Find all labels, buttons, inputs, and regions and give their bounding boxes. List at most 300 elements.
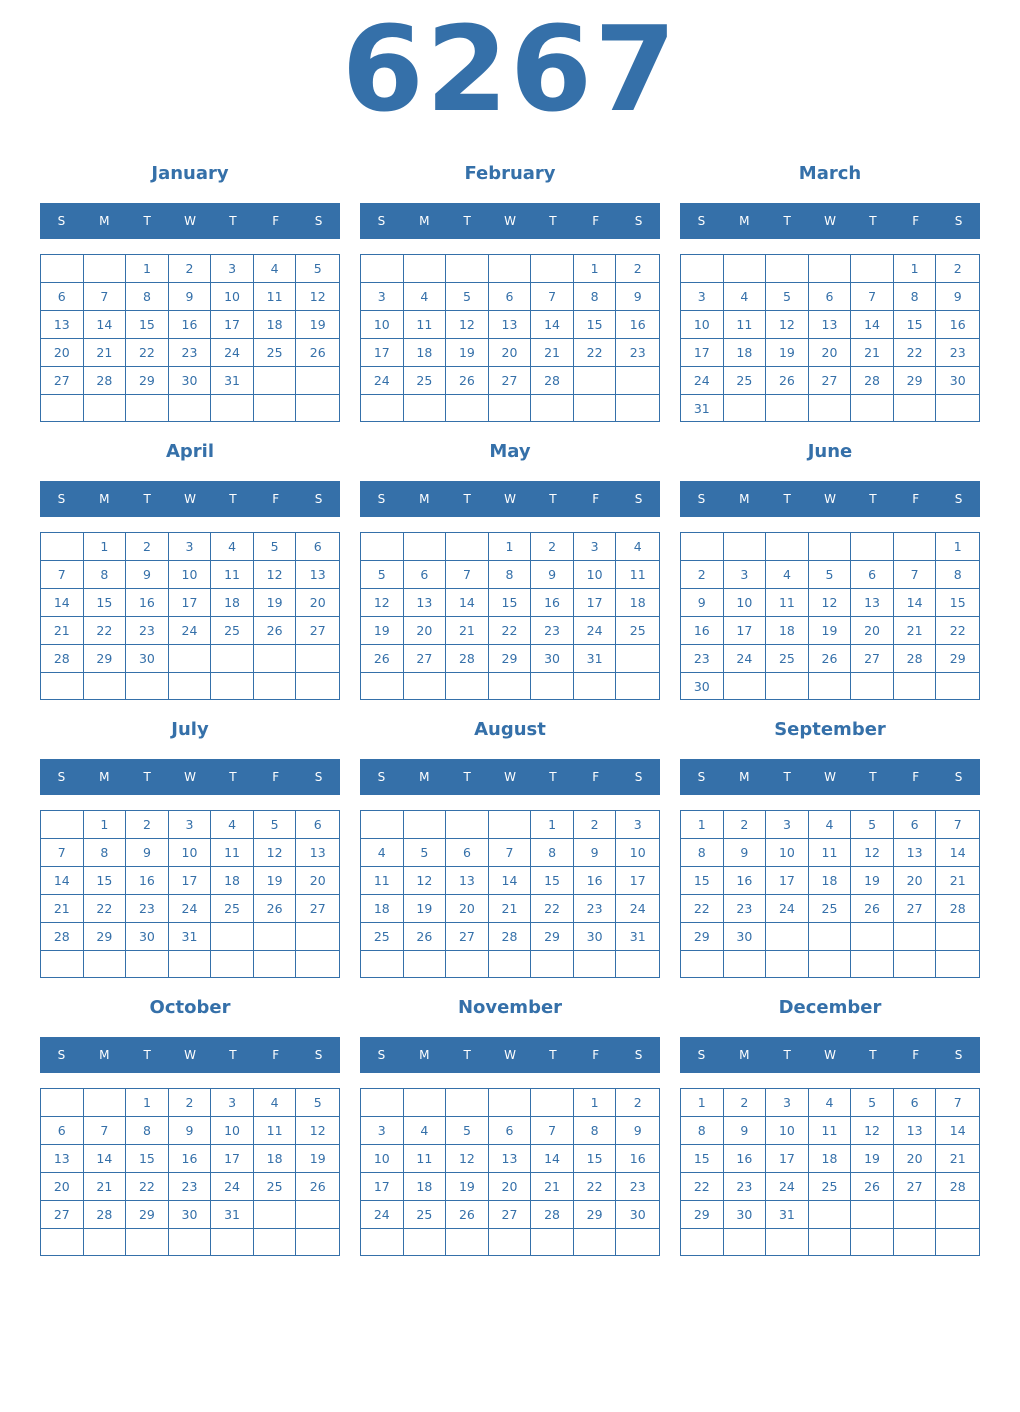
day-cell: 16 [126, 589, 169, 617]
empty-cell [809, 395, 852, 422]
day-cell: 13 [851, 589, 894, 617]
empty-cell [361, 811, 404, 839]
day-cell: 27 [41, 1201, 84, 1229]
day-cell: 9 [724, 1117, 767, 1145]
empty-cell [936, 395, 979, 422]
day-cell: 19 [296, 311, 339, 339]
day-cell: 28 [531, 1201, 574, 1229]
day-cell: 13 [296, 839, 339, 867]
empty-cell [809, 1201, 852, 1229]
empty-cell [126, 951, 169, 977]
day-cell: 4 [254, 255, 297, 283]
day-cell: 24 [169, 895, 212, 923]
day-cell: 8 [126, 283, 169, 311]
weekday-label: W [824, 1048, 836, 1062]
day-cell: 23 [574, 895, 617, 923]
day-cell: 3 [681, 283, 724, 311]
weekday-header [40, 481, 340, 517]
month-name: December [778, 997, 882, 1018]
weekday-label: S [954, 1048, 963, 1062]
day-cell: 24 [766, 895, 809, 923]
month-name: July [171, 719, 209, 740]
day-cell: 19 [851, 867, 894, 895]
day-cell: 12 [296, 283, 339, 311]
day-cell: 8 [531, 839, 574, 867]
weekday-label: S [634, 1048, 643, 1062]
weekday-label: F [592, 492, 600, 506]
day-cell: 19 [296, 1145, 339, 1173]
day-cell: 31 [211, 1201, 254, 1229]
day-cell: 14 [531, 311, 574, 339]
weekday-label: F [592, 214, 600, 228]
weekday-label: S [314, 214, 323, 228]
weekday-label: S [377, 492, 386, 506]
day-cell: 6 [404, 561, 447, 589]
empty-cell [361, 1089, 404, 1117]
day-cell: 9 [574, 839, 617, 867]
day-cell: 28 [531, 367, 574, 395]
day-cell: 21 [84, 1173, 127, 1201]
day-cell: 30 [169, 367, 212, 395]
day-cell: 22 [574, 339, 617, 367]
day-cell: 16 [169, 311, 212, 339]
day-cell: 12 [851, 1117, 894, 1145]
day-cell: 17 [766, 867, 809, 895]
day-cell: 22 [681, 895, 724, 923]
day-cell: 26 [254, 617, 297, 645]
empty-cell [894, 951, 937, 977]
empty-cell [936, 1229, 979, 1255]
weekday-label: M [419, 770, 430, 784]
empty-cell [446, 533, 489, 561]
weekday-header [360, 203, 660, 239]
weekday-label: F [592, 770, 600, 784]
day-cell: 1 [574, 255, 617, 283]
day-grid [40, 1088, 340, 1256]
empty-cell [126, 673, 169, 699]
day-grid [40, 810, 340, 978]
day-grid [360, 254, 660, 422]
weekday-label: S [697, 492, 706, 506]
weekday-label: T [463, 492, 471, 506]
day-cell: 12 [851, 839, 894, 867]
day-cell: 29 [681, 923, 724, 951]
day-cell: 1 [681, 811, 724, 839]
empty-cell [361, 1229, 404, 1255]
weekday-header [360, 759, 660, 795]
empty-cell [616, 645, 659, 673]
day-cell: 27 [894, 1173, 937, 1201]
empty-cell [254, 1201, 297, 1229]
empty-cell [489, 255, 532, 283]
empty-cell [574, 367, 617, 395]
day-cell: 5 [254, 811, 297, 839]
empty-cell [851, 923, 894, 951]
empty-cell [724, 1229, 767, 1255]
day-cell: 5 [296, 255, 339, 283]
empty-cell [724, 673, 767, 700]
empty-cell [41, 811, 84, 839]
day-cell: 6 [489, 1117, 532, 1145]
day-cell: 7 [41, 839, 84, 867]
weekday-label: S [377, 214, 386, 228]
empty-cell [254, 645, 297, 673]
day-cell: 19 [851, 1145, 894, 1173]
day-cell: 5 [446, 283, 489, 311]
weekday-label: M [419, 492, 430, 506]
day-cell: 24 [361, 1201, 404, 1229]
day-grid [360, 532, 660, 700]
day-cell: 16 [126, 867, 169, 895]
empty-cell [296, 923, 339, 951]
day-cell: 25 [724, 367, 767, 395]
day-cell: 24 [766, 1173, 809, 1201]
weekday-label: T [463, 1048, 471, 1062]
day-cell: 10 [211, 283, 254, 311]
month-name: March [798, 163, 862, 184]
weekday-label: S [954, 770, 963, 784]
day-cell: 26 [851, 1173, 894, 1201]
day-cell: 24 [616, 895, 659, 923]
day-cell: 18 [724, 339, 767, 367]
day-cell: 26 [446, 1201, 489, 1229]
day-cell: 8 [574, 1117, 617, 1145]
weekday-label: T [549, 492, 557, 506]
day-cell: 8 [574, 283, 617, 311]
empty-cell [531, 1089, 574, 1117]
day-cell: 26 [296, 1173, 339, 1201]
empty-cell [211, 645, 254, 673]
day-cell: 3 [211, 1089, 254, 1117]
empty-cell [489, 811, 532, 839]
day-cell: 22 [126, 339, 169, 367]
day-cell: 22 [84, 617, 127, 645]
empty-cell [404, 1229, 447, 1255]
day-cell: 7 [84, 283, 127, 311]
month-name: February [464, 163, 556, 184]
weekday-label: W [824, 492, 836, 506]
day-cell: 24 [574, 617, 617, 645]
day-cell: 13 [809, 311, 852, 339]
day-cell: 11 [724, 311, 767, 339]
day-cell: 16 [936, 311, 979, 339]
weekday-label: F [912, 770, 920, 784]
day-cell: 18 [211, 867, 254, 895]
year-title: 6267 [341, 0, 679, 138]
empty-cell [851, 673, 894, 700]
empty-cell [616, 1229, 659, 1255]
weekday-label: S [954, 214, 963, 228]
day-cell: 2 [169, 255, 212, 283]
day-cell: 25 [404, 367, 447, 395]
day-cell: 5 [254, 533, 297, 561]
day-cell: 17 [211, 311, 254, 339]
empty-cell [41, 255, 84, 283]
empty-cell [851, 395, 894, 422]
empty-cell [296, 395, 339, 421]
day-cell: 21 [41, 617, 84, 645]
weekday-label: M [739, 770, 750, 784]
day-cell: 17 [169, 589, 212, 617]
day-cell: 13 [296, 561, 339, 589]
day-cell: 12 [446, 1145, 489, 1173]
empty-cell [254, 951, 297, 977]
day-cell: 27 [41, 367, 84, 395]
day-cell: 11 [809, 839, 852, 867]
day-grid [680, 532, 980, 700]
day-cell: 31 [169, 923, 212, 951]
empty-cell [894, 1229, 937, 1255]
day-cell: 1 [84, 811, 127, 839]
day-cell: 11 [809, 1117, 852, 1145]
day-cell: 6 [894, 1089, 937, 1117]
day-grid [680, 1088, 980, 1256]
weekday-label: S [377, 770, 386, 784]
day-cell: 9 [681, 589, 724, 617]
day-cell: 11 [766, 589, 809, 617]
day-cell: 31 [766, 1201, 809, 1229]
empty-cell [894, 673, 937, 700]
day-cell: 3 [169, 811, 212, 839]
day-cell: 10 [361, 1145, 404, 1173]
day-cell: 29 [84, 923, 127, 951]
day-cell: 4 [724, 283, 767, 311]
day-cell: 20 [41, 339, 84, 367]
day-cell: 24 [361, 367, 404, 395]
day-cell: 7 [41, 561, 84, 589]
day-cell: 22 [936, 617, 979, 645]
day-cell: 1 [489, 533, 532, 561]
empty-cell [851, 1229, 894, 1255]
empty-cell [404, 673, 447, 699]
day-cell: 9 [126, 839, 169, 867]
empty-cell [84, 951, 127, 977]
empty-cell [894, 1201, 937, 1229]
weekday-label: F [272, 492, 280, 506]
empty-cell [41, 395, 84, 421]
day-cell: 17 [766, 1145, 809, 1173]
weekday-label: S [697, 1048, 706, 1062]
day-cell: 25 [616, 617, 659, 645]
weekday-label: T [143, 214, 151, 228]
day-cell: 24 [211, 339, 254, 367]
empty-cell [169, 645, 212, 673]
weekday-label: M [419, 1048, 430, 1062]
weekday-label: W [184, 1048, 196, 1062]
empty-cell [894, 923, 937, 951]
empty-cell [616, 367, 659, 395]
empty-cell [211, 1229, 254, 1255]
day-cell: 30 [724, 923, 767, 951]
day-cell: 14 [531, 1145, 574, 1173]
empty-cell [296, 1201, 339, 1229]
empty-cell [446, 951, 489, 977]
day-cell: 18 [766, 617, 809, 645]
day-cell: 10 [169, 561, 212, 589]
empty-cell [41, 1089, 84, 1117]
empty-cell [296, 673, 339, 699]
day-cell: 15 [489, 589, 532, 617]
day-cell: 24 [724, 645, 767, 673]
day-cell: 5 [851, 1089, 894, 1117]
day-cell: 5 [766, 283, 809, 311]
empty-cell [724, 951, 767, 977]
day-cell: 2 [169, 1089, 212, 1117]
day-cell: 29 [531, 923, 574, 951]
day-cell: 7 [531, 1117, 574, 1145]
empty-cell [936, 951, 979, 977]
empty-cell [936, 673, 979, 700]
day-cell: 29 [126, 1201, 169, 1229]
day-cell: 13 [41, 311, 84, 339]
day-cell: 9 [169, 1117, 212, 1145]
day-cell: 28 [41, 645, 84, 673]
day-cell: 7 [936, 1089, 979, 1117]
empty-cell [211, 951, 254, 977]
day-cell: 22 [681, 1173, 724, 1201]
day-cell: 28 [489, 923, 532, 951]
empty-cell [169, 951, 212, 977]
day-cell: 4 [404, 1117, 447, 1145]
day-cell: 4 [766, 561, 809, 589]
weekday-label: W [504, 1048, 516, 1062]
day-cell: 30 [616, 1201, 659, 1229]
empty-cell [531, 395, 574, 421]
empty-cell [809, 951, 852, 977]
empty-cell [489, 673, 532, 699]
empty-cell [851, 1201, 894, 1229]
day-cell: 17 [361, 339, 404, 367]
day-cell: 4 [211, 811, 254, 839]
day-cell: 12 [446, 311, 489, 339]
day-cell: 19 [766, 339, 809, 367]
weekday-label: T [143, 770, 151, 784]
day-cell: 14 [84, 1145, 127, 1173]
weekday-label: F [592, 1048, 600, 1062]
day-cell: 28 [446, 645, 489, 673]
empty-cell [531, 255, 574, 283]
day-cell: 22 [489, 617, 532, 645]
day-cell: 7 [936, 811, 979, 839]
day-cell: 3 [574, 533, 617, 561]
empty-cell [531, 1229, 574, 1255]
day-cell: 2 [724, 1089, 767, 1117]
day-cell: 10 [766, 839, 809, 867]
day-cell: 3 [361, 1117, 404, 1145]
day-cell: 23 [936, 339, 979, 367]
empty-cell [361, 255, 404, 283]
day-cell: 7 [894, 561, 937, 589]
day-cell: 14 [489, 867, 532, 895]
day-cell: 27 [489, 367, 532, 395]
day-cell: 1 [681, 1089, 724, 1117]
month-name: August [474, 719, 546, 740]
day-cell: 11 [211, 561, 254, 589]
day-cell: 6 [489, 283, 532, 311]
weekday-label: T [783, 492, 791, 506]
empty-cell [361, 673, 404, 699]
empty-cell [724, 533, 767, 561]
day-grid [40, 532, 340, 700]
day-cell: 20 [894, 1145, 937, 1173]
empty-cell [296, 1229, 339, 1255]
day-cell: 6 [296, 533, 339, 561]
day-cell: 27 [894, 895, 937, 923]
day-cell: 4 [616, 533, 659, 561]
day-cell: 11 [361, 867, 404, 895]
day-cell: 11 [254, 1117, 297, 1145]
day-cell: 8 [126, 1117, 169, 1145]
empty-cell [489, 951, 532, 977]
day-cell: 22 [126, 1173, 169, 1201]
day-cell: 16 [724, 1145, 767, 1173]
day-cell: 18 [404, 339, 447, 367]
empty-cell [766, 1229, 809, 1255]
day-cell: 21 [531, 1173, 574, 1201]
day-cell: 20 [851, 617, 894, 645]
day-cell: 19 [809, 617, 852, 645]
day-cell: 1 [894, 255, 937, 283]
day-cell: 18 [809, 867, 852, 895]
empty-cell [851, 533, 894, 561]
day-cell: 6 [809, 283, 852, 311]
day-cell: 7 [84, 1117, 127, 1145]
empty-cell [169, 395, 212, 421]
day-cell: 13 [894, 1117, 937, 1145]
day-cell: 31 [211, 367, 254, 395]
day-cell: 17 [361, 1173, 404, 1201]
empty-cell [531, 951, 574, 977]
day-cell: 10 [766, 1117, 809, 1145]
day-cell: 30 [169, 1201, 212, 1229]
day-cell: 6 [446, 839, 489, 867]
day-cell: 26 [809, 645, 852, 673]
empty-cell [681, 533, 724, 561]
day-cell: 14 [936, 1117, 979, 1145]
day-cell: 9 [616, 1117, 659, 1145]
day-cell: 5 [851, 811, 894, 839]
day-cell: 22 [84, 895, 127, 923]
day-cell: 2 [616, 255, 659, 283]
day-grid [40, 254, 340, 422]
day-cell: 30 [936, 367, 979, 395]
month-name: June [807, 441, 853, 462]
day-cell: 14 [894, 589, 937, 617]
weekday-label: S [634, 214, 643, 228]
day-cell: 25 [254, 339, 297, 367]
weekday-label: S [697, 214, 706, 228]
day-cell: 25 [766, 645, 809, 673]
day-cell: 20 [41, 1173, 84, 1201]
day-cell: 1 [126, 255, 169, 283]
day-cell: 16 [169, 1145, 212, 1173]
weekday-label: M [99, 214, 110, 228]
day-cell: 2 [574, 811, 617, 839]
day-cell: 7 [446, 561, 489, 589]
empty-cell [681, 255, 724, 283]
day-cell: 2 [936, 255, 979, 283]
day-cell: 27 [809, 367, 852, 395]
empty-cell [446, 811, 489, 839]
day-cell: 27 [296, 895, 339, 923]
weekday-header [680, 481, 980, 517]
day-cell: 2 [126, 811, 169, 839]
empty-cell [894, 533, 937, 561]
empty-cell [126, 1229, 169, 1255]
day-cell: 18 [211, 589, 254, 617]
day-cell: 9 [126, 561, 169, 589]
day-cell: 6 [41, 283, 84, 311]
